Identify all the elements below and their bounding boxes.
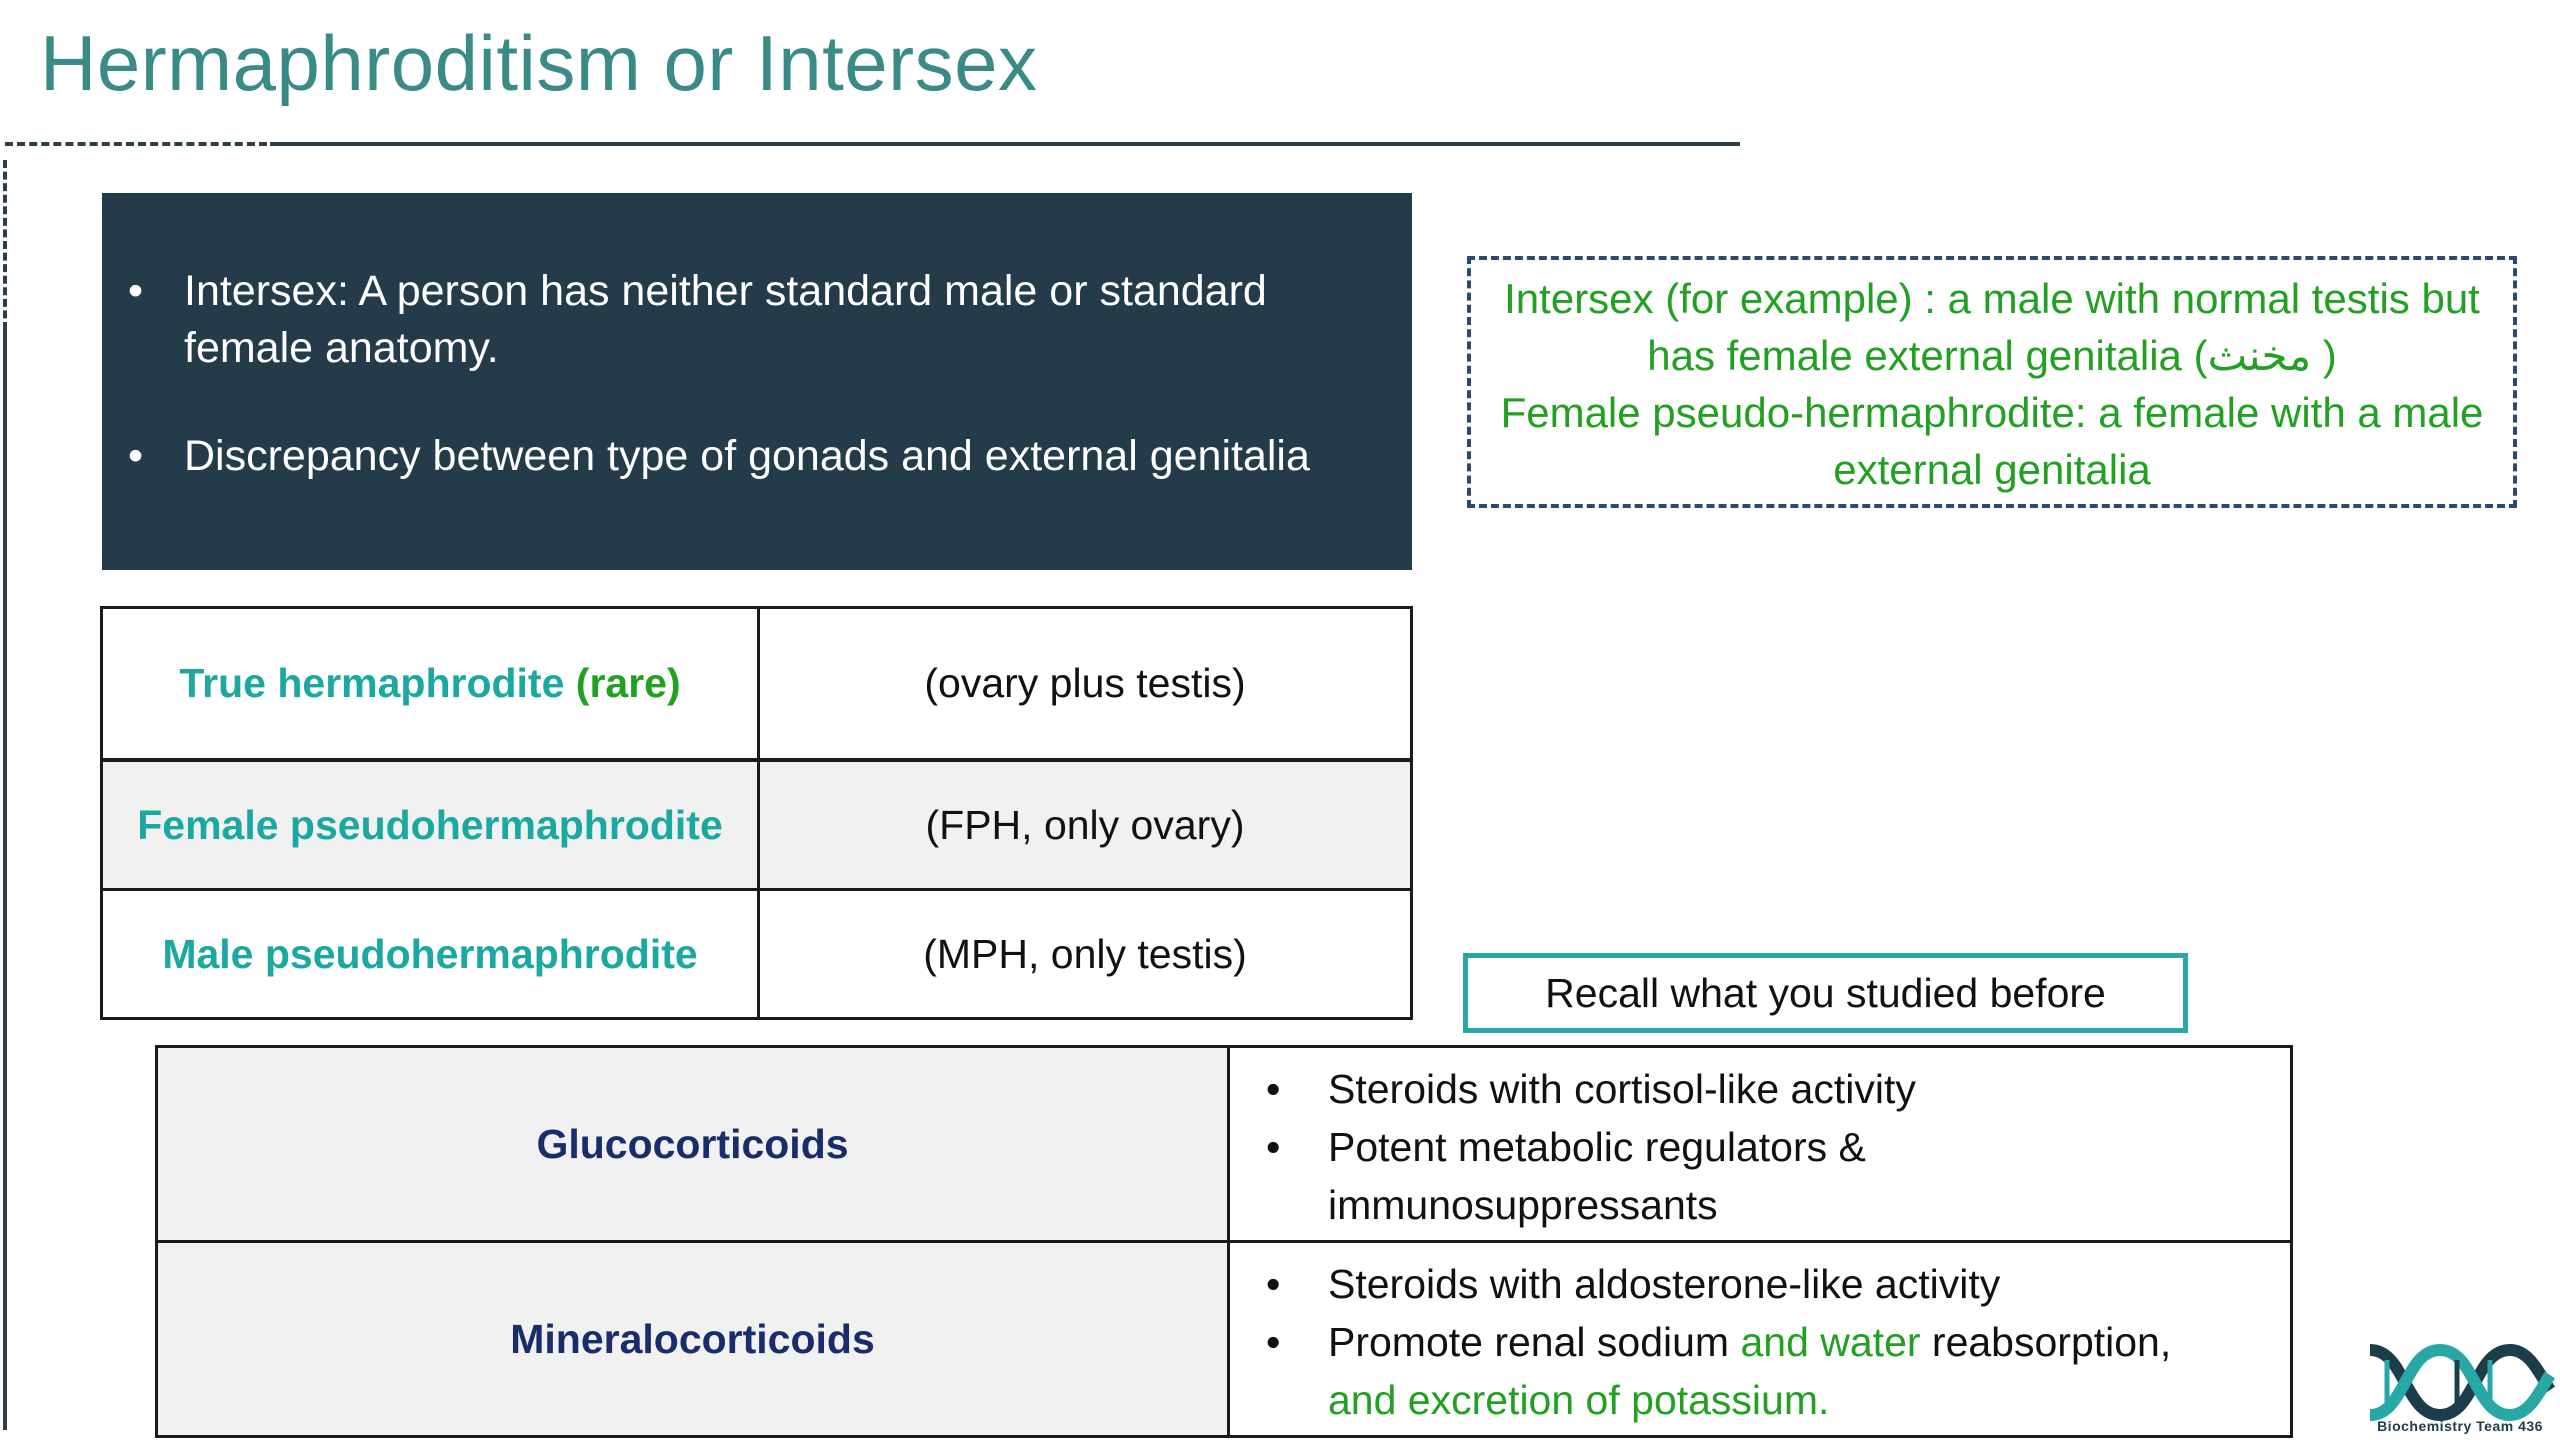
definition-bullet: • Intersex: A person has neither standard male or standard female anatomy. — [184, 263, 1352, 377]
note-line: Intersex (for example) : a male with normal testis but has female external genitalia (مخنث ) — [1504, 275, 2480, 379]
mineralocorticoids-label: Mineralocorticoids — [157, 1242, 1229, 1437]
side-solid-rule — [3, 330, 7, 1430]
table-row — [102, 760, 1412, 890]
table-row — [102, 608, 1412, 761]
title-dashed-rule — [5, 142, 267, 146]
table-row — [102, 890, 1412, 1019]
corticoid-table — [155, 1045, 2293, 1438]
list-item: • Promote renal sodium and water reabsorption, and excretion of potassium. — [1328, 1313, 2250, 1429]
side-dashed-rule — [3, 160, 7, 330]
page-title: Hermaphroditism or Intersex — [40, 19, 1038, 107]
type-description: (ovary plus testis) — [759, 608, 1412, 761]
list-item: • Potent metabolic regulators & immunosuppressants — [1328, 1118, 2250, 1234]
definition-bullet: • Discrepancy between type of gonads and external genitalia — [184, 428, 1352, 485]
type-label: Male pseudohermaphrodite — [102, 890, 759, 1019]
title-solid-rule — [270, 142, 1740, 146]
table-row — [157, 1242, 2292, 1437]
mineralocorticoids-description — [1229, 1242, 2292, 1437]
type-description: (MPH, only testis) — [759, 890, 1412, 1019]
rare-tag: (rare) — [575, 660, 681, 706]
list-item: • Steroids with aldosterone-like activity — [1328, 1255, 2250, 1313]
logo-text: Biochemistry Team 436 — [2377, 1418, 2543, 1434]
glucocorticoids-label: Glucocorticoids — [157, 1047, 1229, 1242]
table-row — [157, 1047, 2292, 1242]
note-line: Female pseudo-hermaphrodite: a female with a male external genitalia — [1500, 389, 2484, 493]
type-description: (FPH, only ovary) — [759, 760, 1412, 890]
example-note-box — [1467, 256, 2517, 508]
type-label: Female pseudohermaphrodite — [102, 760, 759, 890]
type-label: True hermaphrodite (rare) — [102, 608, 759, 761]
definition-box — [102, 193, 1412, 570]
list-item: • Steroids with cortisol-like activity — [1328, 1060, 2250, 1118]
hermaphrodite-types-table — [100, 606, 1413, 1020]
recall-label: Recall what you studied before — [1463, 953, 2188, 1033]
glucocorticoids-description — [1229, 1047, 2292, 1242]
